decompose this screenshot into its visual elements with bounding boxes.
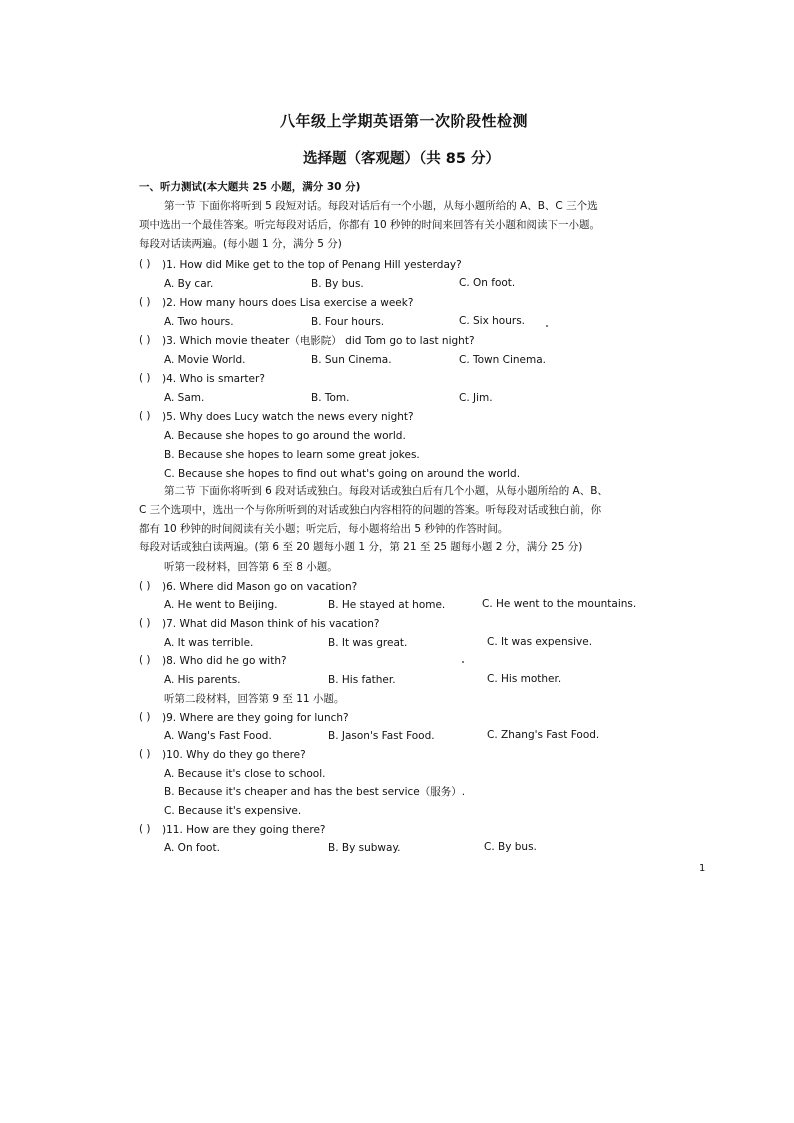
question-text: )11. How are they going there? (162, 824, 326, 836)
question-text: )9. Where are they going for lunch? (162, 712, 349, 724)
option-b: B. Jason's Fast Food. (328, 730, 435, 742)
option-c: C. Because it's expensive. (164, 805, 302, 817)
option-b: B. It was great. (328, 637, 408, 649)
answer-blank: ( ) (139, 580, 151, 592)
scan-speck (462, 661, 464, 663)
option-a: A. Sam. (164, 392, 205, 404)
question-text: )10. Why do they go there? (162, 749, 306, 761)
option-c: C. On foot. (459, 277, 516, 289)
option-c: C. Town Cinema. (459, 354, 547, 366)
option-a: A. Movie World. (164, 354, 246, 366)
option-a: A. Two hours. (164, 316, 234, 328)
option-b: B. His father. (328, 674, 396, 686)
answer-blank: ( ) (139, 711, 151, 723)
option-c: C. Zhang's Fast Food. (487, 729, 600, 741)
option-c: C. Because she hopes to find out what's going on around the world. (164, 468, 521, 480)
page-title: 八年级上学期英语第一次阶段性检测 (280, 112, 529, 130)
option-c: C. By bus. (484, 841, 537, 853)
option-c: C. It was expensive. (487, 636, 593, 648)
option-c: C. He went to the mountains. (482, 598, 637, 610)
option-a: A. Because it's close to school. (164, 768, 326, 780)
section-heading: 一、听力测试(本大题共 25 小题，满分 30 分) (139, 181, 361, 193)
option-a: A. Wang's Fast Food. (164, 730, 272, 742)
option-b: B. He stayed at home. (328, 599, 446, 611)
question-text: )7. What did Mason think of his vacation? (162, 618, 380, 630)
option-b: B. Sun Cinema. (311, 354, 392, 366)
instruction-line: 第二节 下面你将听到 6 段对话或独白。每段对话或独白后有几个小题，从每小题所给的 A、B、 (164, 485, 608, 497)
question-text: )5. Why does Lucy watch the news every night? (162, 411, 414, 423)
instruction-line: 项中选出一个最佳答案。听完每段对话后，你都有 10 秒钟的时间来回答有关小题和阅读下一小题。 (139, 219, 601, 231)
question-text: )1. How did Mike get to the top of Penang Hill yesterday? (162, 259, 462, 271)
scan-speck (546, 325, 548, 327)
answer-blank: ( ) (139, 296, 151, 308)
instruction-line: C 三个选项中，选出一个与你所听到的对话或独白内容相符的问题的答案。听每段对话或独白前，你 (139, 504, 602, 516)
instruction-line: 每段对话或独白读两遍。(第 6 至 20 题每小题 1 分，第 21 至 25 题每小题 2 分，满分 25 分) (139, 541, 583, 553)
instruction-line: 第一节 下面你将听到 5 段短对话。每段对话后有一个小题，从每小题所给的 A、B、C 三个选 (164, 200, 598, 212)
answer-blank: ( ) (139, 258, 151, 270)
option-b: B. Because it's cheaper and has the best service（服务）. (164, 786, 466, 798)
question-text: )6. Where did Mason go on vacation? (162, 581, 358, 593)
option-b: B. By subway. (328, 842, 401, 854)
option-c: C. Six hours. (459, 315, 525, 327)
answer-blank: ( ) (139, 617, 151, 629)
answer-blank: ( ) (139, 748, 151, 760)
question-text: )4. Who is smarter? (162, 373, 265, 385)
answer-blank: ( ) (139, 410, 151, 422)
option-a: A. It was terrible. (164, 637, 254, 649)
instruction-line: 每段对话读两遍。(每小题 1 分，满分 5 分) (139, 238, 342, 250)
page-subtitle: 选择题（客观题）（共 85 分） (303, 151, 501, 167)
answer-blank: ( ) (139, 334, 151, 346)
page-number: 1 (699, 863, 706, 874)
option-a: A. On foot. (164, 842, 220, 854)
question-text: )2. How many hours does Lisa exercise a week? (162, 297, 414, 309)
option-b: B. Because she hopes to learn some great jokes. (164, 449, 420, 461)
option-a: A. By car. (164, 278, 214, 290)
material-instruction: 听第二段材料，回答第 9 至 11 小题。 (164, 693, 345, 705)
option-a: A. He went to Beijing. (164, 599, 278, 611)
question-text: )3. Which movie theater（电影院） did Tom go to last night? (162, 335, 475, 347)
option-b: B. Four hours. (311, 316, 385, 328)
option-c: C. Jim. (459, 392, 493, 404)
instruction-line: 都有 10 秒钟的时间阅读有关小题；听完后，每小题将给出 5 秒钟的作答时间。 (139, 523, 509, 535)
option-a: A. Because she hopes to go around the world. (164, 430, 406, 442)
answer-blank: ( ) (139, 372, 151, 384)
answer-blank: ( ) (139, 654, 151, 666)
option-a: A. His parents. (164, 674, 241, 686)
question-text: )8. Who did he go with? (162, 655, 287, 667)
option-c: C. His mother. (487, 673, 562, 685)
answer-blank: ( ) (139, 823, 151, 835)
option-b: B. By bus. (311, 278, 364, 290)
option-b: B. Tom. (311, 392, 350, 404)
material-instruction: 听第一段材料，回答第 6 至 8 小题。 (164, 561, 338, 573)
